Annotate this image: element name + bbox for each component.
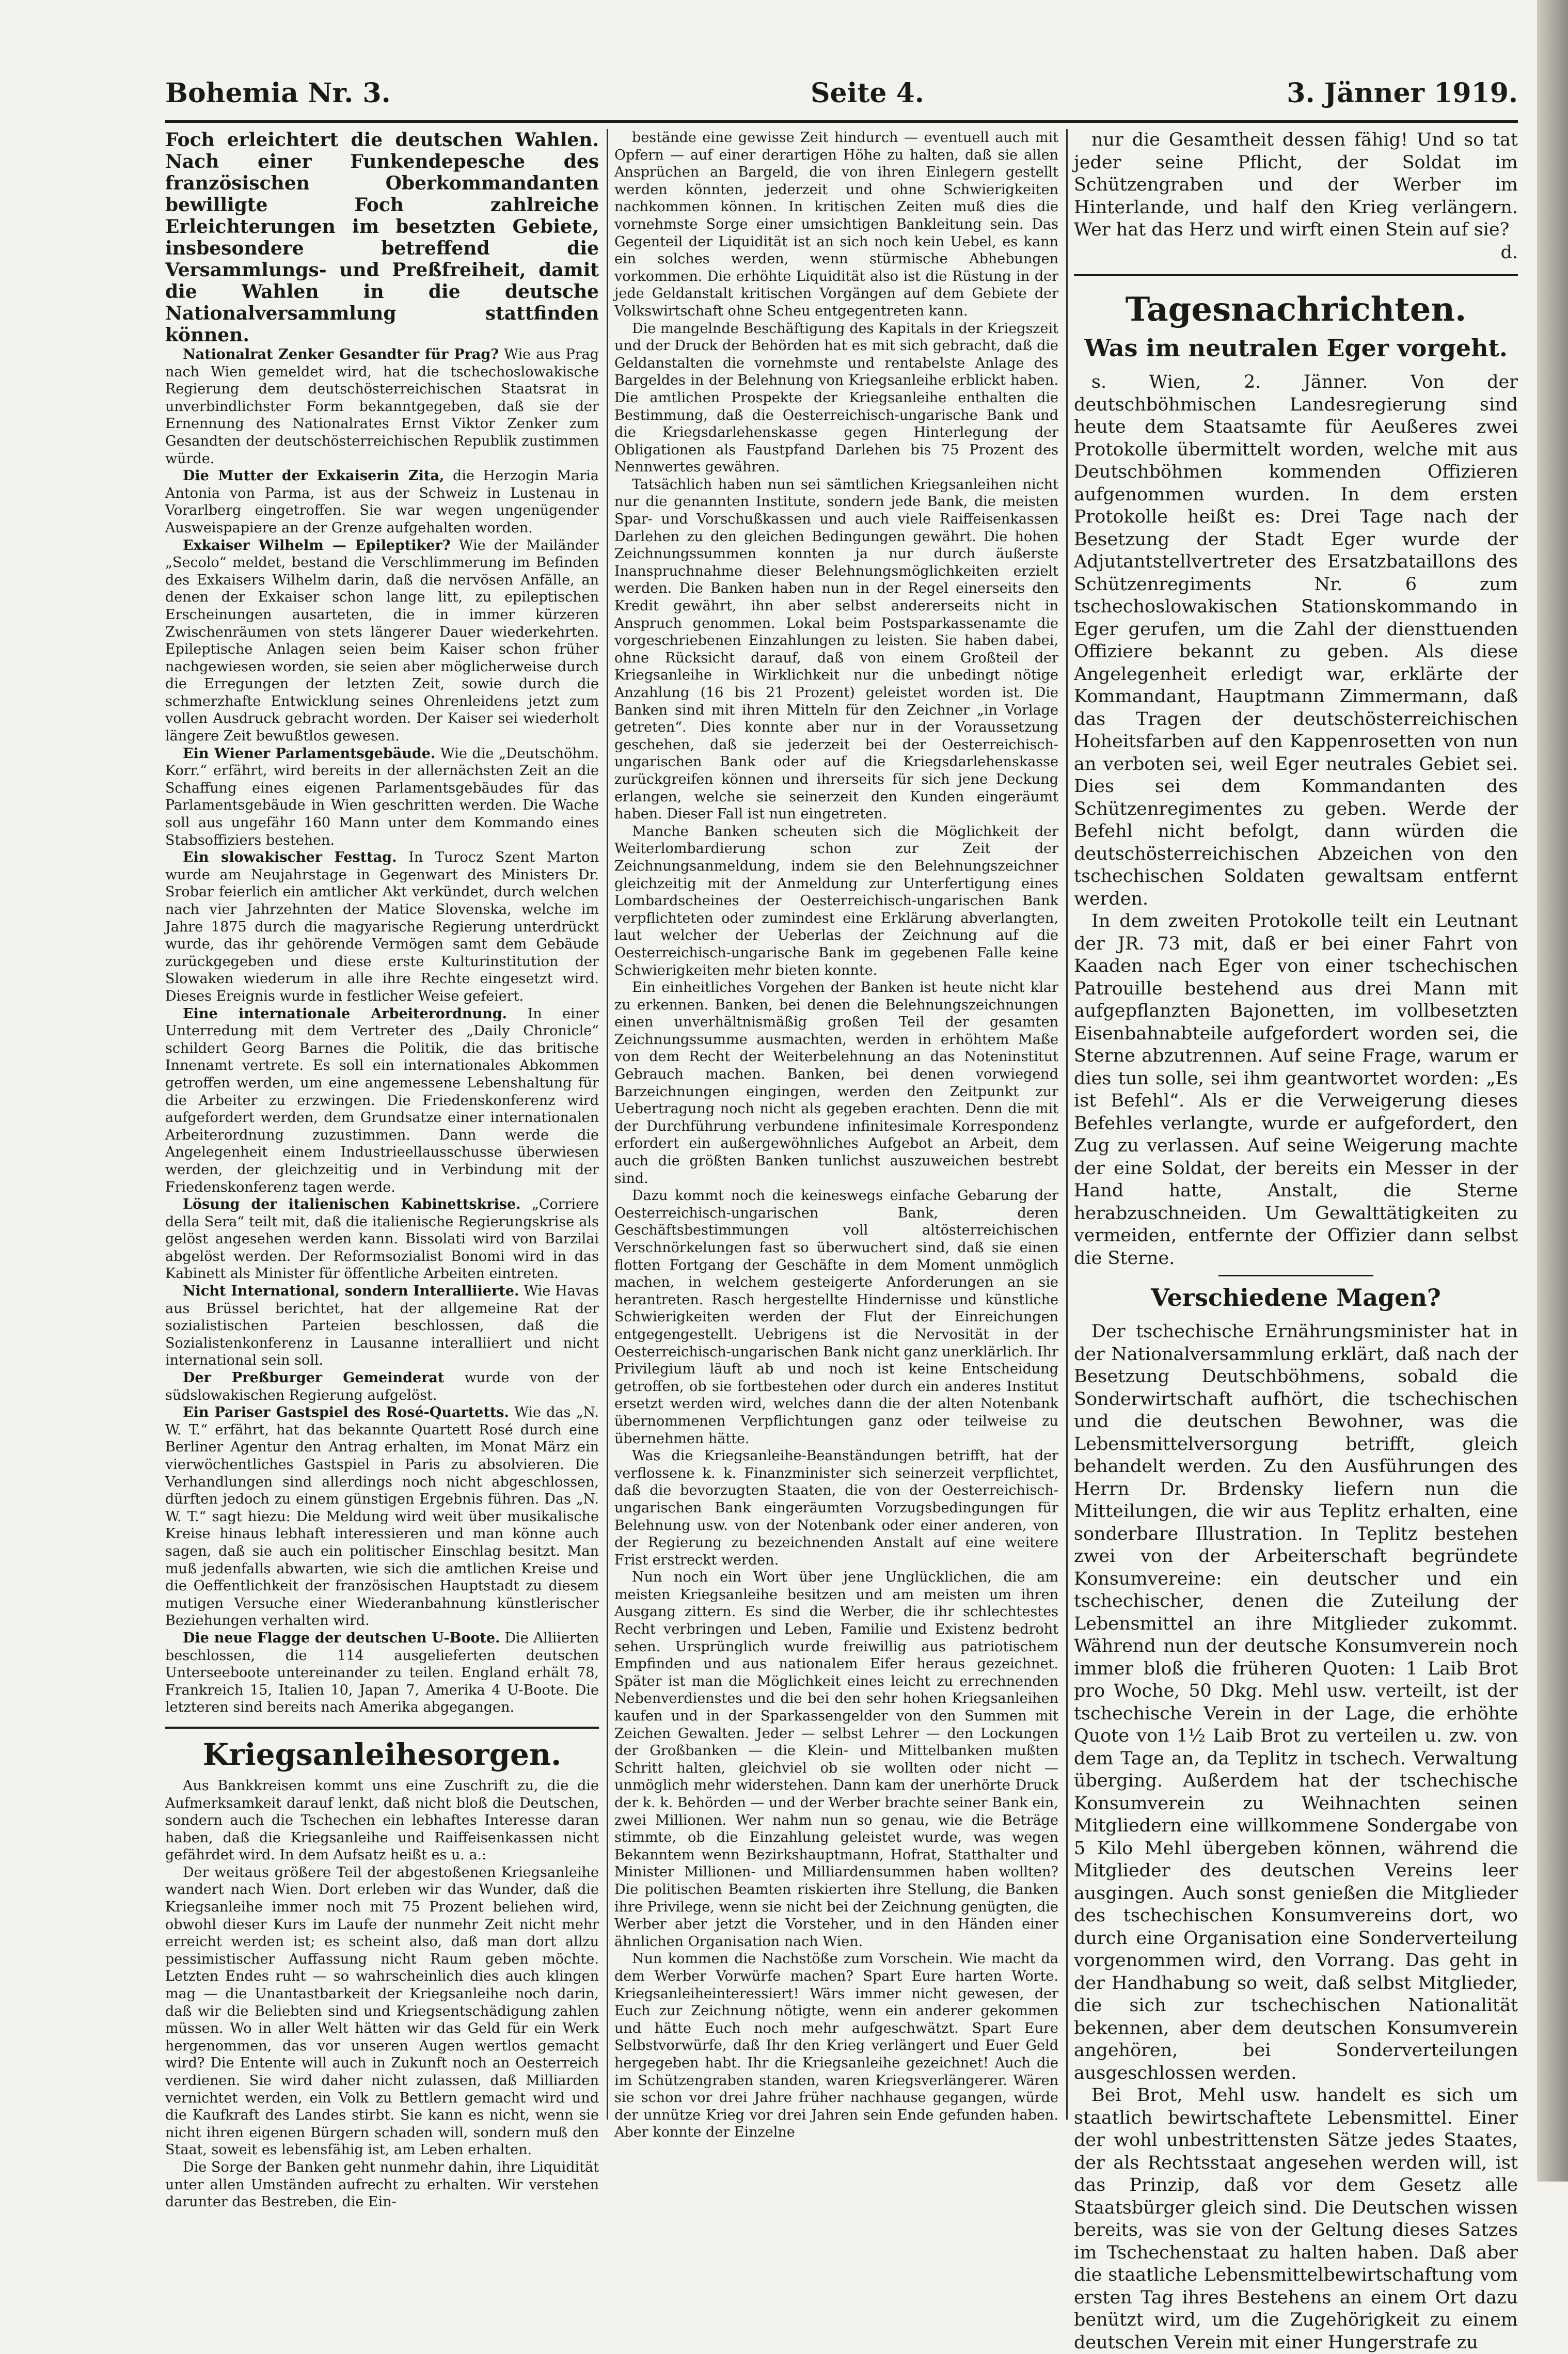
section-title-kriegsanleihesorgen: Kriegsanleihesorgen. (202, 1736, 562, 1772)
news-item-text: wurde von der südslowakischen Regierung aufgelöst. (165, 1370, 599, 1403)
news-item (165, 745, 599, 849)
news-item-heading: Ein slowakischer Festtag. (183, 849, 397, 866)
paragraph: Was die Kriegsanleihe-Beanständungen betrifft, hat der verflossene k. k. Finanzminister sich seinerzeit verpflichtet, daß die bevorzugten Staaten, die von der Oesterreichisch-ungarischen Bank eingeräumten Vorzugsbedingungen für Belehnung usw. von der Notenbank oder einer anderen, von der Regierung zu bezeichnenden Anstalt auf eine weitere Frist erstreckt werden. (614, 1448, 1058, 1568)
article-ending (1074, 129, 1518, 242)
scan-edge (1537, 0, 1568, 2182)
news-item (165, 1404, 599, 1630)
news-item (165, 537, 599, 745)
article-kriegsanleihesorgen (165, 1777, 599, 2211)
news-item-text: Wie Havas aus Brüssel berichtet, hat der allgemeine Rat der sozialistischen Parteien beschlossen, daß die Sozialistenkonferenz in Lausanne interalliiert und nicht international sein soll. (165, 1283, 599, 1369)
section-title-tagesnachrichten: Tagesnachrichten. (1125, 290, 1467, 329)
news-item-heading: Ein Pariser Gastspiel des Rosé-Quartetts. (183, 1404, 509, 1421)
news-item-text: In einer Unterredung mit dem Vertreter des „Daily Chronicle“ schildert Georg Barnes die Politik, die das britische Innenamt vertrete. Es soll ein internationales Abkommen getroffen werden, um eine angemessene Lebenshaltung für die Arbeiter zu erzwingen. Die Friedenskonferenz wird aufgefordert werden, dem Grundsatze einer internationalen Arbeiterordnung zuzustimmen. Dann werde die Angelegenheit einem Industrieellausschusse überwiesen werden, der gleichzeitig und in Verbindung mit der Friedenskonferenz tagen werde. (165, 1005, 599, 1195)
paragraph: In dem zweiten Protokolle teilt ein Leutnant der JR. 73 mit, daß er bei einer Fahrt von Kaaden nach Eger von einer tschechischen Patrouille bestehend aus drei Mann mit aufgepflanzten Bajonetten, im vollbesetzten Eisenbahnabteile aufgefordert worden sei, die Sterne abzutrennen. Auf seine Frage, warum er dies tun solle, sei ihm geantwortet worden: „Es ist Befehl“. Als er die Verweigerung dieses Befehles verlangte, wurde er aufgefordert, den Zug zu verlassen. Auf seine Weigerung machte der eine Soldat, der bereits ein Messer in der Hand hatte, Anstalt, die Sterne herabzuschneiden. Um Gewalttätigkeiten zu vermeiden, entfernte der Offizier dann selbst die Sterne. (1074, 911, 1518, 1269)
news-item-heading: Nationalrat Zenker Gesandter für Prag? (183, 346, 499, 362)
paragraph: Nun kommen die Nachstöße zum Vorschein. Wie macht da dem Werber Vorwürfe machen? Spart Eure harten Worte. Kriegsanleiheinteressiert! Wärs immer nicht gewesen, der Euch zur Zeichnung nötigte, wenn ein anderer gekommen und hätte Euch noch mehr aufgeschwätzt. Spart Eure Selbstvorwürfe, daß Ihr den Krieg verlängert und Euer Geld hergegeben habt. Ihr die Kriegsanleihe gezeichnet! Auch die im Schützengraben standen, waren Kriegsverlängerer. Wären sie schon vor drei Jahre früher nachhause gegangen, würde der unnütze Krieg vor drei Jahren sein Ende gefunden haben. Aber konnte der Einzelne (614, 1951, 1058, 2141)
news-item (165, 1283, 599, 1369)
news-item (165, 1196, 599, 1283)
news-items (165, 346, 599, 1716)
news-item-text: Wie das „N. W. T.“ erfährt, hat das bekannte Quartett Rosé durch eine Berliner Agentur den Antrag erhalten, im Monat März ein vierwöchentliches Gastspiel in Paris zu absolvieren. Die Verhandlungen sind allerdings noch nicht abgeschlossen, dürften jedoch zu einem günstigen Ergebnis führen. Das „N. W. T.“ sagt hiezu: Die Meldung wird weit über musikalische Kreise hinaus lebhaft interessieren und man könne auch sagen, daß sie auch ein politischer Einschlag besitzt. Man muß jedenfalls abwarten, wie sich die amtlichen Kreise und die Oeffentlichkeit der französischen Hauptstadt zu diesem mutigen Versuche einer Wiederanbahnung künstlerischer Beziehungen verhalten wird. (165, 1404, 599, 1629)
paragraph: Nun noch ein Wort über jene Unglücklichen, die am meisten Kriegsanleihe besitzen und am meisten um ihren Ausgang zittern. Es sind die Werber, die ihr schlechtestes Recht verbringen und Leben, Familie und Existenz bedroht sehen. Ursprünglich wurde freiwillig aus patriotischem Empfinden und aus nationalem Eifer heraus gezeichnet. Später ist man die Möglichkeit eines leicht zu errechnenden Nebenverdienstes und die bei den sehr hohen Kriegsanleihen kaufen und in der Sparkassengelder von den Summen mit Zeichen Gewalten. Jeder — selbst Lehrer — den Lockungen der Großbanken — die Klein- und Mittelbanken mußten Schritt halten, gleichviel ob sie wollten oder nicht — unmöglich mehr widerstehen. Dann kam der unerhörte Druck der k. k. Behörden — und der Werber brachte seiner Bank ein, zwei Millionen. Wer nahm nun so genau, wie die Beträge stimmte, ob die Einzahlung geleistet wurde, was wegen Bekanntem wenn Bezirkshauptmann, Hofrat, Statthalter und Minister Millionen- und Milliardensummen haben wollten? Die politischen Beamten riskierten ihre Stellung, die Banken ihre Privilege, wenn sie nicht bei der Zeichnung genügten, die Werber aber jetzt die Vorsteher, und in den Händen einer ähnlichen Organisation nach Wien. (614, 1569, 1058, 1950)
news-item-heading: Die neue Flagge der deutschen U-Boote. (183, 1630, 500, 1646)
paragraph: s. Wien, 2. Jänner. Von der deutschböhmischen Landesregierung sind heute dem Staatsamte für Aeußeres zwei Protokolle übermittelt worden, welche mit aus Deutschböhmen kommenden Offizieren aufgenommen wurden. In dem ersten Protokolle heißt es: Drei Tage nach der Besetzung der Stadt Eger wurde der Adjutantstellvertreter des Ersatzbataillons des Schützenregiments Nr. 6 zum tschechoslowakischen Stationskommando in Eger gerufen, um die Zahl der diensttuenden Offiziere bekannt zu geben. Als diese Angelegenheit erledigt war, erklärte der Kommandant, Hauptmann Zimmermann, daß das Tragen der deutschösterreichischen Hoheitsfarben auf den Kappenrosetten von nun an verboten sei, weil Eger neutrales Gebiet sei. Dies sei dem Kommandanten des Schützenregimentes zu geben. Werde der Befehl nicht befolgt, dann würden die deutschösterreichischen Abzeichen von den tschechischen Soldaten gewaltsam entfernt werden. (1074, 372, 1518, 909)
article-eger (1074, 371, 1518, 1270)
news-item-text: In Turocz Szent Marton wurde am Neujahrstage in Gegenwart des Ministers Dr. Srobar feierlich ein amtlicher Akt verkündet, durch welchen nach vier Jahrzehnten der Matice Slovenska, welche im Jahre 1875 durch die magyarische Regierung unterdrückt wurde, das ihr gehörende Vermögen samt dem Gebäude zurückgegeben und diese erste Kulturinstitution der Slowaken wiederum in alle ihre Rechte eingesetzt wird. Dieses Ereignis wurde in festlicher Weise gefeiert. (165, 849, 599, 1004)
news-item-text: „Corriere della Sera“ teilt mit, daß die italienische Regierungskrise als gelöst angesehen werden kann. Bissolati wird von Barzilai abgelöst werden. Der Reformsozialist Bonomi wird in das Kabinett als Minister für öffentliche Arbeiten eintreten. (165, 1196, 599, 1282)
page-header (165, 77, 1518, 119)
section-rule (165, 1727, 599, 1729)
news-item-heading: Lösung der italienischen Kabinettskrise. (183, 1196, 521, 1213)
news-item-heading: Die Mutter der Exkaiserin Zita, (183, 468, 445, 484)
column-rule (607, 129, 608, 2120)
news-item-text: Wie aus Prag nach Wien gemeldet wird, hat die tschechoslowakische Regierung dem deutschösterreichischen Staatsrat in unverbindlichster Form bekanntgegeben, daß sie der Ernennung des Nationalrates Ernst Viktor Zenker zum Gesandten der deutschösterreichischen Republik zustimmen würde. (165, 346, 599, 467)
news-item-text: Die Alliierten beschlossen, die 114 ausgelieferten deutschen Unterseeboote untereinander zu teilen. England erhält 78, Frankreich 15, Italien 10, Japan 7, Amerika 4 U-Boote. Die letzteren sind bereits nach Amerika abgegangen. (165, 1630, 599, 1716)
lead-article: Foch erleichtert die deutschen Wahlen. Nach einer Funkendepesche des französischen Oberkommandanten bewilligte Foch zahlreiche Erleichterungen im besetzten Gebiete, insbesondere betreffend die Versammlungs- und Preßfreiheit, damit die Wahlen in die deutsche Nationalversammlung stattfinden können. (165, 129, 599, 346)
subtitle-eger: Was im neutralen Eger vorgeht. (1084, 334, 1508, 362)
paragraph: Bei Brot, Mehl usw. handelt es sich um staatlich bewirtschaftete Lebensmittel. Einer der wohl unbestrittensten Sätze jedes Staates, der als Rechtsstaat angesehen werden will, ist das Prinzip, daß vor dem Gesetz alle Staatsbürger gleich sind. Die Deutschen wissen bereits, was sie von der Geltung dieses Satzes im Tschechenstaat zu halten haben. Daß aber die staatliche Lebensmittelbewirtschaftung vom ersten Tag ihres Bestehens an einem Ort dazu benützt wird, um die Zugehörigkeit zu einem deutschen Verein mit einer Hungerstrafe zu (1074, 2085, 1518, 2353)
paragraph: Die mangelnde Beschäftigung des Kapitals in der Kriegszeit und der Druck der Behörden hat es mit sich gebracht, daß die Geldanstalten die vornehmste und rentabelste Anlage des Bargeldes in der Belehnung von Kriegsanleihe erblickt haben. Die amtlichen Prospekte der Kriegsanleihe enthalten die Bestimmung, daß die Oesterreichisch-ungarische Bank und die Kriegsdarlehenskasse gegen Hinterlegung der Obligationen als Faustpfand Darlehen bis 75 Prozent des Nennwertes gewähren. (614, 320, 1058, 476)
news-item (165, 467, 599, 536)
news-item (165, 849, 599, 1005)
news-item (165, 1005, 599, 1196)
paragraph: Tatsächlich haben nun sei sämtlichen Kriegsanleihen nicht nur die genannten Institute, sondern jede Bank, die meisten Spar- und Vorschußkassen und auch viele Raiffeisenkassen Darlehen zu den gleichen Bedingungen gewährt. Die hohen Zeichnungssummen konnten ja nur durch äußerste Inanspruchnahme dieser Belehnungsmöglichkeiten erzielt werden. Die Banken haben nun in der Regel einerseits den Kredit gewährt, ihn aber selbst andererseits nicht in Anspruch genommen. Lokal beim Postsparkassenamte die vorgeschriebenen Einzahlungen zu leisten. Sie haben dabei, ohne Rücksicht darauf, daß von einem Großteil der Kriegsanleihe in Wirklichkeit nur die unbedingt nötige Anzahlung (16 bis 21 Prozent) geleistet worden ist. Die Banken sind mit ihren Mitteln für den Zeichner „in Vorlage getreten“. Dies konnte aber nur in der Voraussetzung geschehen, daß sie jederzeit bei der Oesterreichisch-ungarischen Bank oder auf die Kriegsdarlehenskasse zurückgreifen können und ihrerseits für sich jene Deckung erlangen, welche sie seinerzeit den Kunden eingeräumt haben. Dieser Fall ist nun eingetreten. (614, 476, 1058, 823)
paragraph: Aus Bankkreisen kommt uns eine Zuschrift zu, die die Aufmerksamkeit darauf lenkt, daß nicht bloß die Deutschen, sondern auch die Tschechen ein lebhaftes Interesse daran haben, daß die Kriegsanleihe und Raiffeisenkassen nicht gefährdet wird. In dem Aufsatz heißt es u. a.: (165, 1777, 599, 1863)
news-item (165, 1630, 599, 1716)
section-title-magen: Verschiedene Magen? (1151, 1284, 1441, 1312)
news-item-text: Wie die „Deutschöhm. Korr.“ erfährt, wird bereits in der allernächsten Zeit an die Schaffung eines eigenen Parlamentsgebäudes für das Parlamentsgebäude in Wien geschritten werden. Die Wache soll aus ungefähr 160 Mann unter dem Kommando eines Stabsoffiziers bestehen. (165, 745, 599, 848)
column-1 (165, 129, 599, 2210)
news-item-text: die Herzogin Maria Antonia von Parma, ist aus der Schweiz in Lustenau in Vorarlberg eingetroffen. Sie war wegen ungenügender Ausweispapiere an der Grenze aufgehalten worden. (165, 468, 599, 536)
article-magen (1074, 1321, 1518, 2354)
newspaper-issue: Bohemia Nr. 3. (165, 77, 391, 109)
news-item-heading: Exkaiser Wilhelm — Epileptiker? (183, 537, 451, 554)
paragraph: Der tschechische Ernährungsminister hat in der Nationalversammlung erklärt, daß nach der Besetzung Deutschböhmens, sobald die Sonderwirtschaft aufhört, die tschechischen und die deutschen Bewohner, was die Lebensmittelversorgung betrifft, gleich behandelt werden. Zu den Ausführungen des Herrn Dr. Brdensky liefern nun die Mitteilungen, die wir aus Teplitz erhalten, eine sonderbare Illustration. In Teplitz bestehen zwei von der Arbeiterschaft begründete Konsumvereine: ein deutscher und ein tschechischer, denen die Zuteilung der Lebensmittel an ihre Mitglieder zukommt. Während nun der deutsche Konsumverein noch immer bloß die früheren Quoten: 1 Laib Brot pro Woche, 50 Dkg. Mehl usw. verteilt, ist der tschechische Verein in der Lage, die erhöhte Quote von 1½ Laib Brot zu verteilen u. zw. von dem Tage an, da Teplitz in tschech. Verwaltung überging. Außerdem hat der tschechische Konsumverein zu Weihnachten seinen Mitgliedern eine willkommene Sondergabe von 5 Kilo Mehl übergeben können, während die Mitglieder des deutschen Vereins leer ausgingen. Auch sonst genießen die Mitglieder des tschechischen Konsumvereins dort, wo durch eine Organisation eine Sonderverteilung vorgenommen wird, den Vorrang. Das geht in der Handhabung so weit, daß selbst Mitglieder, die sich zur tschechischen Nationalität bekennen, aber dem deutschen Konsumverein angehören, bei Sonderverteilungen ausgeschlossen werden. (1074, 1321, 1518, 2083)
section-rule (1074, 274, 1518, 276)
column-2 (614, 129, 1058, 2141)
column-rule (1066, 129, 1068, 2120)
article-continuation (614, 129, 1058, 2141)
paragraph: nur die Gesamtheit dessen fähig! Und so tat jeder seine Pflicht, der Soldat im Schützengraben und der Werber im Hinterlande, und half den Krieg verlängern. Wer hat das Herz und wirft einen Stein auf sie? (1074, 130, 1518, 240)
issue-date: 3. Jänner 1919. (1287, 77, 1518, 109)
column-3 (1074, 129, 1518, 2353)
author-sign: d. (1500, 242, 1518, 263)
paragraph: bestände eine gewisse Zeit hindurch — eventuell auch mit Opfern — auf einer derartigen Höhe zu halten, daß sie allen Ansprüchen an Bargeld, die von ihren Einlegern gestellt werden könnten, jederzeit und ohne Schwierigkeiten nachkommen können. In kritischen Zeiten muß dies die vornehmste Sorge einer umsichtigen Bankleitung sein. Das Gegenteil der Liquidität ist an sich noch kein Uebel, es kann ein solches werden, wenn stürmische Abhebungen vorkommen. Die erhöhte Liquidität also ist die Rüstung in der jede Geldanstalt kritischen Vorgängen auf dem Gebiete der Volkswirtschaft ohne Scheu entgegentreten kann. (614, 130, 1058, 319)
news-item-text: Wie der Mailänder „Secolo“ meldet, bestand die Verschlimmerung im Befinden des Exkaisers Wilhelm darin, daß die nervösen Anfälle, an denen der Exkaiser schon lange litt, zu epileptischen Erscheinungen ausarteten, die in immer kürzeren Zwischenräumen von stets längerer Dauer wiederkehrten. Epileptische Anlagen seien beim Kaiser schon früher nachgewiesen worden, sie seien aber möglicherweise durch die Erregungen der letzten Zeit, sowie durch die schmerzhafte Entwicklung seines Ohrenleidens jetzt zum vollen Ausdruck gebracht worden. Der Kaiser sei wiederholt längere Zeit bewußtlos gewesen. (165, 537, 599, 745)
news-item-heading: Nicht International, sondern Interalliierte. (183, 1283, 519, 1300)
short-rule (1218, 1275, 1373, 1276)
paragraph: Manche Banken scheuten sich die Möglichkeit der Weiterlombardierung schon zur Zeit der Zeichnungsanmeldung, indem sie den Belehnungszeichner gleichzeitig mit der Anmeldung zur Unterfertigung eines Lombardscheines der Oesterreichisch-ungarischen Bank verpflichteten oder zumindest eine Erklärung abverlangten, laut welcher der Ueberlas der Zeichnung auf die Oesterreichisch-ungarische Bank im gegebenen Falle keine Schwierigkeiten mehr bieten konnte. (614, 823, 1058, 978)
news-item-heading: Der Preßburger Gemeinderat (183, 1370, 445, 1386)
paragraph: Der weitaus größere Teil der abgestoßenen Kriegsanleihe wandert nach Wien. Dort erleben wir das Wunder, daß die Kriegsanleihe immer noch mit 75 Prozent beliehen wird, obwohl dieser Kurs im Laufe der nunmehr Zeit nicht mehr erreicht werden ist; es scheint also, daß man dort allzu pessimistischer Auffassung nicht Raum geben möchte. Letzten Endes ruht — so wahrscheinlich dies auch klingen mag — die Unantastbarkeit der Kriegsanleihe noch darin, daß wir die Beliebten sind und Kriegsentschädigung zahlen müssen. Wo in aller Welt hätten wir das Geld für ein Werk hergenommen, das vor unseren Augen wertlos gemacht wird? Die Entente will auch in Zukunft noch an Oesterreich verdienen. Sie wird daher nicht zulassen, daß Milliarden vernichtet werden, ein Volk zu Bettlern gemacht wird und die Kaufkraft des Landes stirbt. Sie kann es nicht, wenn sie nicht ihren eigenen Bürgern schaden will, sondern muß den Staat, soweit es lebensfähig ist, am Leben erhalten. (165, 1864, 599, 2158)
paragraph: Ein einheitliches Vorgehen der Banken ist heute nicht klar zu erkennen. Banken, bei denen die Belehnungszeichnungen einen unverhältnismäßig großen Teil der gesamten Zeichnungssumme ausmachten, werden in erhöhtem Maße von dem Recht der Weiterbelehnung an das Noteninstitut Gebrauch machen. Banken, bei denen vorwiegend Barzeichnungen eingingen, werden den Zeitpunkt zur Uebertragung noch nicht als gegeben erachten. Denn die mit der Durchführung verbundene infinitesimale Korrespondenz erfordert ein außergewöhnliches Aufgebot an Arbeit, dem auch die größten Banken tunlichst auszuweichen bestrebt sind. (614, 979, 1058, 1187)
header-rule (165, 120, 1518, 123)
news-item (165, 346, 599, 467)
news-item (165, 1369, 599, 1404)
news-item-heading: Ein Wiener Parlamentsgebäude. (183, 745, 436, 762)
page-number: Seite 4. (811, 77, 924, 109)
paragraph: Dazu kommt noch die keineswegs einfache Gebarung der Oesterreichisch-ungarischen Bank, deren Geschäftsbestimmungen voll altösterreichischen Verschnörkelungen fast so überwuchert sind, daß sie einen flotten Fortgang der Geschäfte in dem Moment unmöglich machen, in welchem gesteigerte Anforderungen an sie herantreten. Rasch hergestellte Hindernisse und künstliche Schwierigkeiten werden der Flut der Einreichungen entgegengestellt. Uebrigens ist die Nervosität in der Oesterreichisch-ungarischen Bank nicht ganz unerklärlich. Ihr Privilegium läuft ab und noch ist keine Entscheidung getroffen, ob sie fortbestehen oder durch ein anderes Institut ersetzt werden wird, welches dann die der alten Notenbank übernommenen Verpflichtungen ganz oder teilweise zu übernehmen hätte. (614, 1188, 1058, 1447)
news-item-heading: Eine internationale Arbeiterordnung. (183, 1005, 508, 1022)
paragraph: Die Sorge der Banken geht nunmehr dahin, ihre Liquidität unter allen Umständen aufrecht zu erhalten. Wir verstehen darunter das Bestreben, die Ein- (165, 2159, 599, 2210)
